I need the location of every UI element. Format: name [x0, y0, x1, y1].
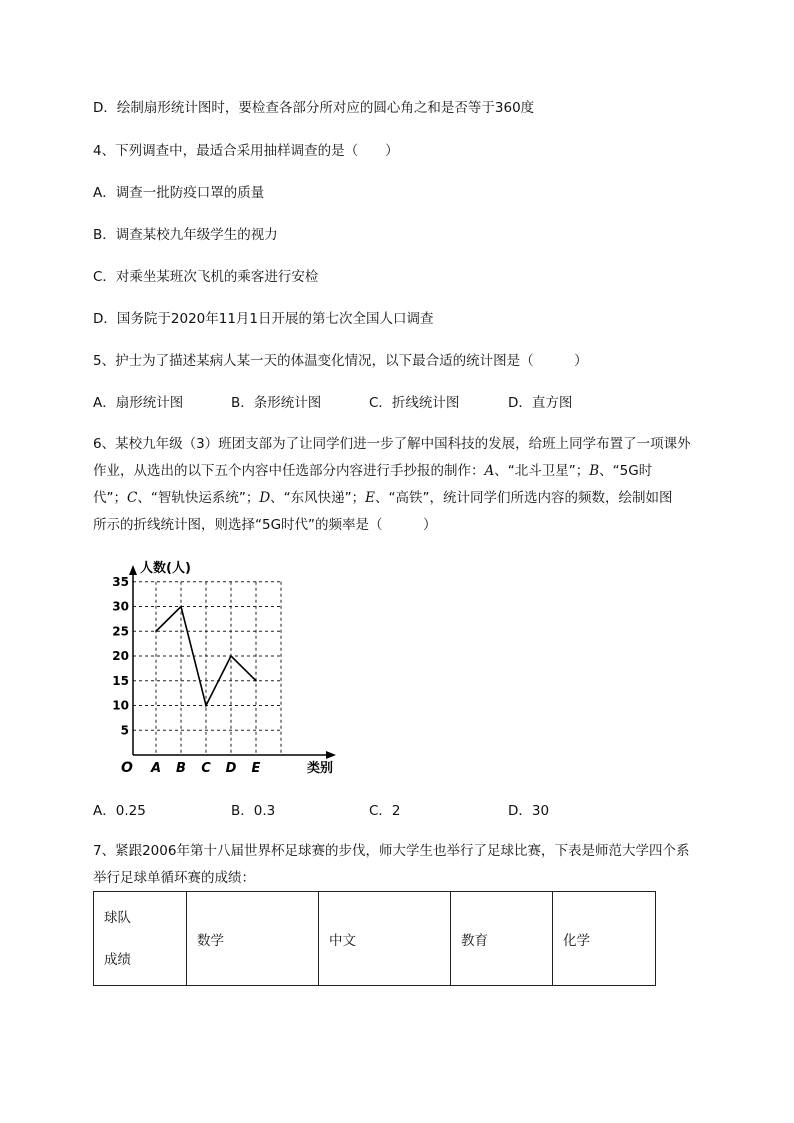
x-tick-label: B [176, 761, 186, 776]
q6-stem [93, 431, 733, 539]
x-tick-label: E [251, 761, 261, 776]
q6-option-b: B．0.3 [231, 803, 276, 819]
q5-option-c: C．折线统计图 [369, 395, 460, 411]
column-math: 数学 [187, 892, 319, 986]
line-chart [110, 555, 350, 780]
q6-option-d: D．30 [508, 803, 550, 819]
x-axis-label: 类别 [307, 761, 334, 776]
q5-stem: 5、护士为了描述某病人某一天的体温变化情况，以下最合适的统计图是（ ） [93, 353, 588, 369]
q6-line1: 6、某校九年级（3）班团支部为了让同学们进一步了解中国科技的发展，给班上同学布置了一项课外 [93, 436, 691, 452]
table-row [94, 892, 656, 986]
y-tick-label: 5 [120, 723, 129, 738]
y-axis-arrow [129, 565, 137, 575]
data-point [230, 655, 232, 657]
chart-ticks [112, 575, 260, 776]
chart-grid [133, 582, 283, 755]
x-tick-label: A [150, 761, 162, 776]
column-chinese: 中文 [319, 892, 451, 986]
data-point [180, 606, 182, 608]
header-bottom: 成绩 [104, 951, 131, 968]
y-tick-label: 10 [112, 698, 129, 713]
q7-line1: 7、紧跟2006年第十八届世界杯足球赛的步伐，师大学生也举行了足球比赛，下表是师范大学四个系 [93, 843, 690, 859]
data-point [255, 680, 257, 682]
q4-option-d: D．国务院于2020年11月1日开展的第七次全国人口调查 [93, 311, 434, 327]
q5-option-d: D．直方图 [508, 395, 573, 411]
score-table [93, 891, 656, 986]
y-tick-label: 15 [112, 673, 129, 688]
data-point [205, 705, 207, 707]
table-header-cell [94, 892, 187, 986]
data-point [155, 630, 157, 632]
y-tick-label: 35 [112, 574, 129, 589]
q6-line4: 所示的折线统计图，则选择“5G时代”的频率是（ ） [93, 517, 437, 533]
chart-axes [129, 565, 336, 759]
q7-stem [93, 838, 733, 892]
origin-label: O [121, 760, 133, 776]
q4-stem: 4、下列调查中，最适合采用抽样调查的是（ ） [93, 143, 399, 159]
q4-option-a: A．调查一批防疫口罩的质量 [93, 185, 265, 201]
q4-option-b: B．调查某校九年级学生的视力 [93, 227, 278, 243]
q6-option-a: A．0.25 [93, 803, 146, 819]
q3-option-d: D．绘制扇形统计图时，要检查各部分所对应的圆心角之和是否等于360度 [93, 100, 535, 116]
y-tick-label: 30 [112, 599, 129, 614]
x-tick-label: D [225, 761, 237, 776]
y-axis-label: 人数(人) [140, 561, 191, 576]
x-tick-label: C [201, 761, 211, 776]
header-top: 球队 [104, 909, 131, 926]
q4-option-c: C．对乘坐某班次飞机的乘客进行安检 [93, 269, 319, 285]
q6-option-c: C．2 [369, 803, 401, 819]
q6-line2: 作业，从选出的以下五个内容中任选部分内容进行手抄报的制作：A、“北斗卫星”；B、“5G时 [93, 463, 653, 479]
column-education: 教育 [451, 892, 553, 986]
x-axis-arrow [326, 751, 336, 759]
q5-option-b: B．条形统计图 [231, 395, 322, 411]
q5-option-a: A．扇形统计图 [93, 395, 184, 411]
q7-line2: 举行足球单循环赛的成绩： [93, 870, 255, 886]
q6-line3: 代”；C、“智轨快运系统”；D、“东风快递”；E、“高铁”，统计同学们所选内容的频数，绘制如图 [93, 490, 673, 506]
y-tick-label: 20 [112, 649, 129, 663]
y-tick-label: 25 [112, 624, 129, 639]
column-chemistry: 化学 [553, 892, 656, 986]
